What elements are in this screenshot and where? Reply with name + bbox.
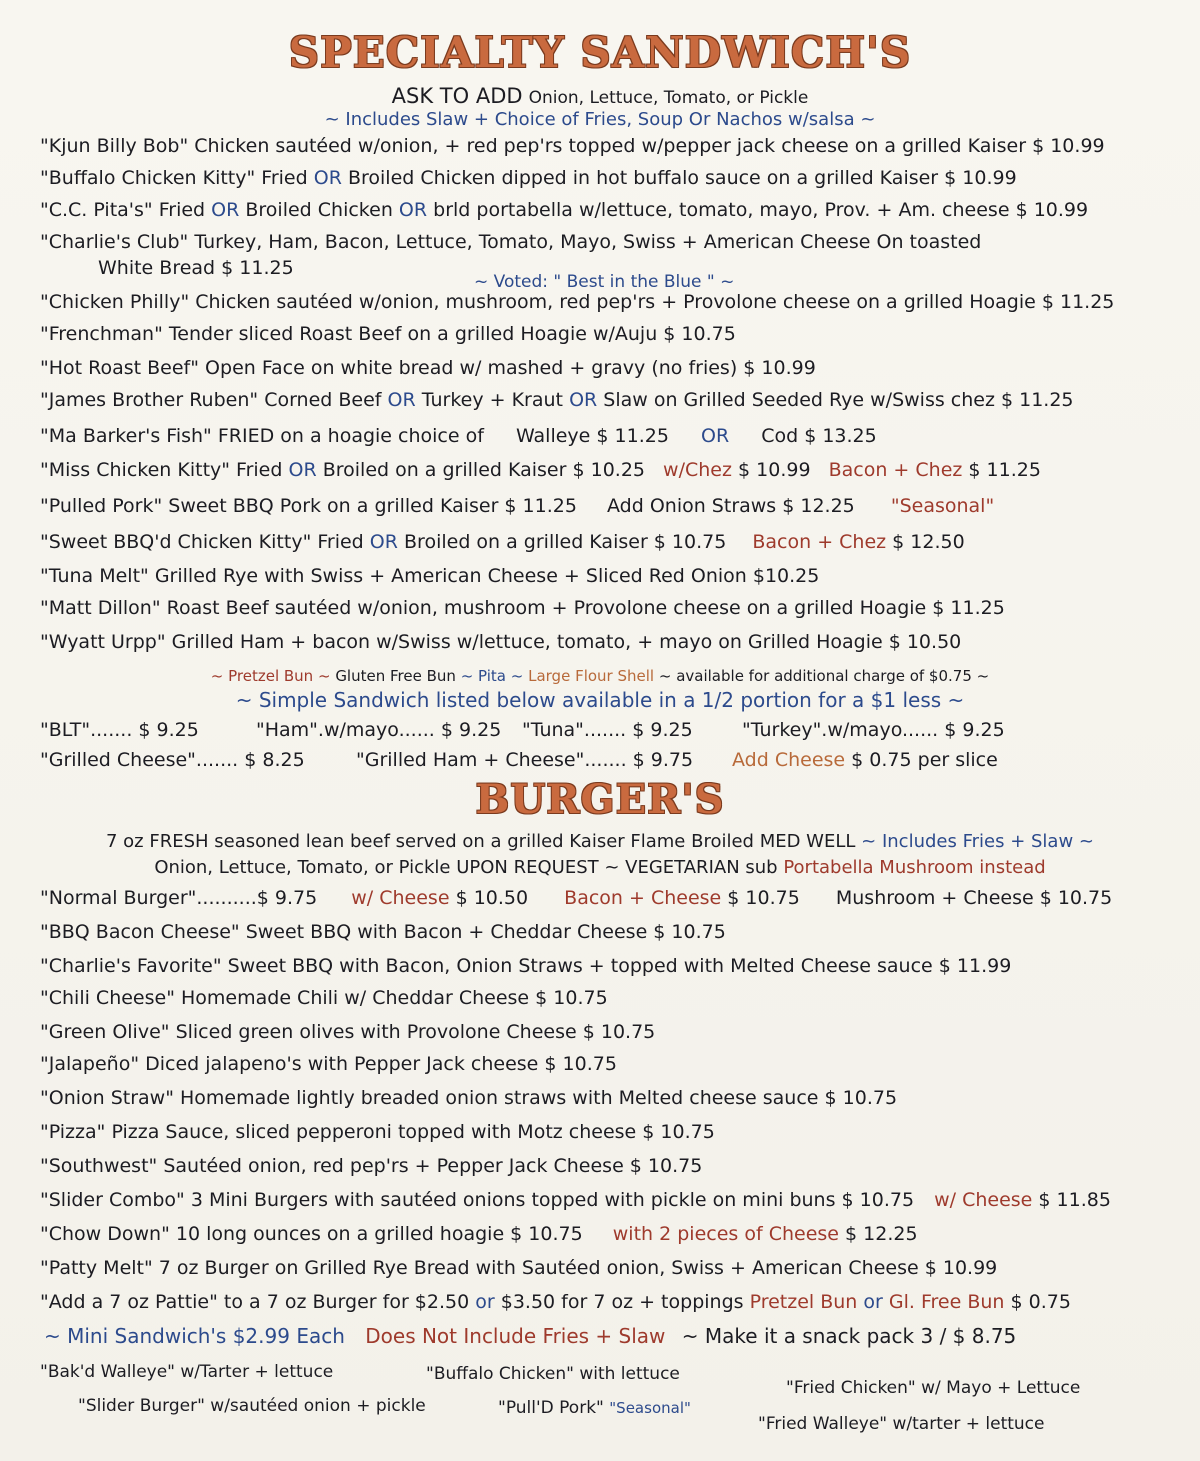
or-word: OR [569,389,598,411]
sandwich-item [40,322,736,346]
sandwich-section-title: SPECIALTY SANDWICH'S [288,28,912,77]
item-desc: Fried [158,199,206,221]
item-price: $ 10.75 [663,323,736,345]
item-desc: Sweet BBQ with Bacon + Cheddar Cheese $ 10.75 [245,921,726,943]
item-name: "Normal Burger"..........$ 9.75 [40,887,318,909]
item-option-price: $ 12.25 [845,1223,918,1245]
item-name: "Add a 7 oz Pattie" [40,1291,218,1313]
or-word: OR [211,199,240,221]
bun-options-note [0,664,1200,688]
item-option: w/ Cheese [351,887,450,909]
item-option: Pretzel Bun [749,1291,858,1313]
item-desc: Pizza Sauce, sliced pepperoni topped with Motz cheese $ 10.75 [111,1121,715,1143]
item-name: "Pulled Pork" [40,495,163,517]
burger-item [40,1020,655,1044]
item-name: "Jalapeño" [40,1053,140,1075]
item-price: $ 11.25 [221,257,294,279]
item-desc: Turkey + Kraut [421,389,564,411]
item-name: "Southwest" [40,1155,158,1177]
burger-intro-line-2 [0,856,1200,880]
item-desc: Broiled on a grilled Kaiser $ 10.75 [404,531,727,553]
or-word: OR [700,425,730,447]
bun-option: ~ Pita ~ [460,667,524,685]
sandwich-item [40,388,1074,412]
add-cheese-label: Add Cheese [732,749,846,771]
sandwich-item [40,530,965,554]
item-desc: Broiled Chicken [245,199,393,221]
item-price: $ 11.25 [1001,389,1074,411]
item-option: w/Chez [663,459,732,481]
item-name: "James Brother Ruben" [40,389,259,411]
sandwich-item [40,596,1005,620]
item-desc: Diced jalapeno's with Pepper Jack cheese $ 10.75 [145,1053,617,1075]
sandwich-item [40,494,994,518]
item-desc: Broiled on a grilled Kaiser $ 10.25 [322,459,645,481]
mini-item [498,1396,691,1420]
or-word: OR [313,167,342,189]
item-name: "C.C. Pita's" [40,199,153,221]
item-name: "Sweet BBQ'd Chicken Kitty" [40,531,312,553]
item-desc: 7 oz Burger on Grilled Rye Bread with Sautéed onion, Swiss + American Cheese $ 10.99 [158,1257,998,1279]
item-desc: Grilled Ham + bacon w/Swiss w/lettuce, tomato, + mayo on Grilled Hoagie $ 10.50 [171,631,962,653]
simple-sandwich-note: ~ Simple Sandwich listed below available in a 1/2 portion for a $1 less ~ [235,688,965,712]
item-option: Add Onion Straws $ 12.25 [607,495,855,517]
sandwich-item [40,230,981,254]
or-word: OR [288,459,317,481]
item-option-price: $ 12.50 [892,531,965,553]
mini-item: "Buffalo Chicken" with lettuce [426,1364,680,1384]
simple-item: "Grilled Cheese"....... $ 8.25 [40,749,305,771]
add-cheese [732,748,998,772]
or-word: OR [398,199,428,221]
or-word: OR [369,531,398,553]
ask-items: Onion, Lettuce, Tomato, or Pickle [528,88,809,108]
item-name: "Miss Chicken Kitty" [40,459,230,481]
burger-item [40,1052,617,1076]
simple-item: "BLT"....... $ 9.25 [40,719,199,741]
sandwich-item [40,630,961,654]
item-desc: Grilled Rye with Swiss + American Cheese + Sliced Red Onion $10.25 [154,565,820,587]
snack-pack: ~ Make it a snack pack 3 / $ 8.75 [681,1324,1017,1348]
item-price: $ 11.25 [1041,291,1115,313]
item-option: Gl. Free Bun [888,1291,1005,1313]
mini-item: "Bak'd Walleye" w/Tarter + lettuce [40,1362,334,1382]
burger-item [40,1290,1071,1314]
bun-option: Large Flour Shell [528,667,655,685]
burger-intro: 7 oz FRESH seasoned lean beef served on a grilled Kaiser Flame Broiled MED WELL [105,831,856,852]
item-name: "Matt Dillon" [40,597,161,619]
simple-item: "Ham".w/mayo...... $ 9.25 [256,719,502,741]
item-name: "Kjun Billy Bob" [40,135,189,157]
item-desc: Open Face on white bread w/ mashed + gravy (no fries) [205,357,738,379]
sandwich-item [40,356,816,380]
simple-item: "Turkey".w/mayo...... $ 9.25 [742,719,1005,741]
item-desc: Sliced green olives with Provolone Cheese $ 10.75 [175,1021,656,1043]
item-desc: Corned Beef [264,389,382,411]
mini-item: "Fried Walleye" w/tarter + lettuce [758,1414,1045,1434]
item-name: "Frenchman" [40,323,163,345]
sandwich-item [40,166,1017,190]
sandwich-item [40,424,877,448]
item-desc: Tender sliced Roast Beef on a grilled Hoagie w/Auju [168,323,658,345]
item-desc: to a 7 oz Burger for $2.50 [223,1291,470,1313]
burger-item [40,1086,897,1110]
item-desc: Sautéed onion, red pep'rs + Pepper Jack Cheese $ 10.75 [163,1155,703,1177]
simple-item: "Tuna"....... $ 9.25 [522,719,693,741]
item-desc: Broiled Chicken dipped in hot buffalo sauce on a grilled Kaiser [347,167,939,189]
item-desc: Turkey, Ham, Bacon, Lettuce, Tomato, Mayo, Swiss + American Cheese On toasted [194,231,982,253]
item-name: "Buffalo Chicken Kitty" [40,167,256,189]
item-name: "Charlie's Club" [40,231,189,253]
simple-item: "Grilled Ham + Cheese"....... $ 9.75 [356,749,694,771]
mini-title: ~ Mini Sandwich's $2.99 Each [44,1324,345,1348]
mini-item: "Fried Chicken" w/ Mayo + Lettuce [786,1378,1081,1398]
item-price: $ 10.99 [1032,135,1105,157]
burger-item [40,986,608,1010]
burger-item [40,886,1112,910]
item-desc: Sweet BBQ with Bacon, Onion Straws + topped with Melted Cheese sauce $ 11.99 [227,955,1012,977]
item-desc: brld portabella w/lettuce, tomato, mayo, Prov. + Am. cheese [433,199,1010,221]
item-option-price: $ 10.99 [738,459,811,481]
item-option: Cod $ 13.25 [761,425,877,447]
sandwich-item [40,134,1105,158]
item-price: $ 10.99 [743,357,816,379]
item-desc: White Bread [98,257,216,279]
or-word: or [863,1291,883,1313]
item-name: "Hot Roast Beef" [40,357,199,379]
item-desc: FRIED on a hoagie choice of [217,425,484,447]
item-option: with 2 pieces of Cheese [612,1223,839,1245]
sandwich-item [40,458,1041,482]
item-name: "Slider Combo" [40,1189,185,1211]
sandwich-item [40,198,1088,222]
item-desc: Chicken sautéed w/onion, + red pep'rs topped w/pepper jack cheese on a grilled Kaiser [194,135,1027,157]
item-name: "Chili Cheese" [40,987,175,1009]
burger-vegetarian: Portabella Mushroom instead [783,857,1046,878]
item-desc: Roast Beef sautéed w/onion, mushroom + Provolone cheese on a grilled Hoagie $ 11.25 [166,597,1005,619]
item-option: "Seasonal" [890,495,995,517]
item-price: $ 10.99 [1015,199,1089,221]
mini-sandwich-header [44,1324,1016,1348]
item-name: "BBQ Bacon Cheese" [40,921,240,943]
item-desc: Slaw on Grilled Seeded Rye w/Swiss chez [603,389,995,411]
item-name: "Green Olive" [40,1021,170,1043]
item-option-price: $ 11.25 [968,459,1041,481]
item-name: "Charlie's Favorite" [40,955,222,977]
item-option: Bacon + Cheese [564,887,722,909]
burger-item [40,1188,1111,1212]
sandwich-item-continued [98,256,294,280]
item-desc: Fried [236,459,283,481]
burger-item [40,920,726,944]
mini-item-name: "Pull'D Pork" [498,1398,604,1418]
ask-label: ASK TO ADD [391,84,523,108]
bun-option: Gluten Free Bun [335,667,456,685]
mini-note: Does Not Include Fries + Slaw [365,1324,666,1348]
item-name: "Tuna Melt" [40,565,149,587]
ask-to-add-line [0,84,1200,110]
item-desc: Chicken sautéed w/onion, mushroom, red pep'rs + Provolone cheese on a grilled Hoagie [195,291,1036,313]
item-desc: $3.50 for 7 oz + toppings [500,1291,744,1313]
bun-option: ~ Pretzel Bun ~ [210,667,331,685]
item-option-price: $ 11.85 [1038,1189,1111,1211]
item-option: Walleye $ 11.25 [515,425,669,447]
item-desc: Fried [261,167,308,189]
burger-intro: Onion, Lettuce, Tomato, or Pickle UPON REQUEST ~ VEGETARIAN sub [154,857,778,878]
item-option-price: $ 10.50 [455,887,529,909]
item-name: "Chow Down" [40,1223,170,1245]
item-option: w/ Cheese [934,1189,1033,1211]
mini-item: "Slider Burger" w/sautéed onion + pickle [78,1396,426,1416]
mini-item-seasonal: "Seasonal" [609,1399,691,1417]
burger-includes: ~ Includes Fries + Slaw ~ [861,831,1094,852]
item-option: Bacon + Chez [752,531,887,553]
add-cheese-price: $ 0.75 per slice [851,749,998,771]
bun-charge: ~ available for additional charge of $0.75 ~ [658,667,990,685]
sandwich-item [40,564,819,588]
item-desc: Homemade Chili w/ Cheddar Cheese $ 10.75 [181,987,608,1009]
burger-item [40,1256,997,1280]
item-price: $ 10.99 [944,167,1017,189]
item-desc: Fried [317,531,364,553]
item-desc: Homemade lightly breaded onion straws with Melted cheese sauce $ 10.75 [180,1087,898,1109]
item-desc: 10 long ounces on a grilled hoagie $ 10.75 [175,1223,583,1245]
item-option: Mushroom + Cheese $ 10.75 [835,887,1113,909]
item-desc: Sweet BBQ Pork on a grilled Kaiser $ 11.25 [168,495,577,517]
burger-item [40,1154,702,1178]
item-name: "Patty Melt" [40,1257,153,1279]
or-word: or [475,1291,495,1313]
burger-intro-line-1 [0,830,1200,854]
item-desc: 3 Mini Burgers with sautéed onions topped with pickle on mini buns $ 10.75 [190,1189,915,1211]
item-name: "Chicken Philly" [40,291,190,313]
item-name: "Pizza" [40,1121,106,1143]
sandwich-item [40,290,1114,314]
item-name: "Onion Straw" [40,1087,174,1109]
burger-item [40,1222,918,1246]
burger-section-title: BURGER'S [475,776,725,823]
burger-item [40,954,1011,978]
item-option: Bacon + Chez [828,459,963,481]
burger-item [40,1120,715,1144]
sandwich-includes-note: ~ Includes Slaw + Choice of Fries, Soup Or Nachos w/salsa ~ [324,109,876,130]
item-option-price: $ 0.75 [1010,1291,1071,1313]
item-name: "Wyatt Urpp" [40,631,166,653]
item-option-price: $ 10.75 [727,887,800,909]
item-name: "Ma Barker's Fish" [40,425,212,447]
voted-note: ~ Voted: " Best in the Blue " ~ [474,272,735,292]
or-word: OR [387,389,416,411]
